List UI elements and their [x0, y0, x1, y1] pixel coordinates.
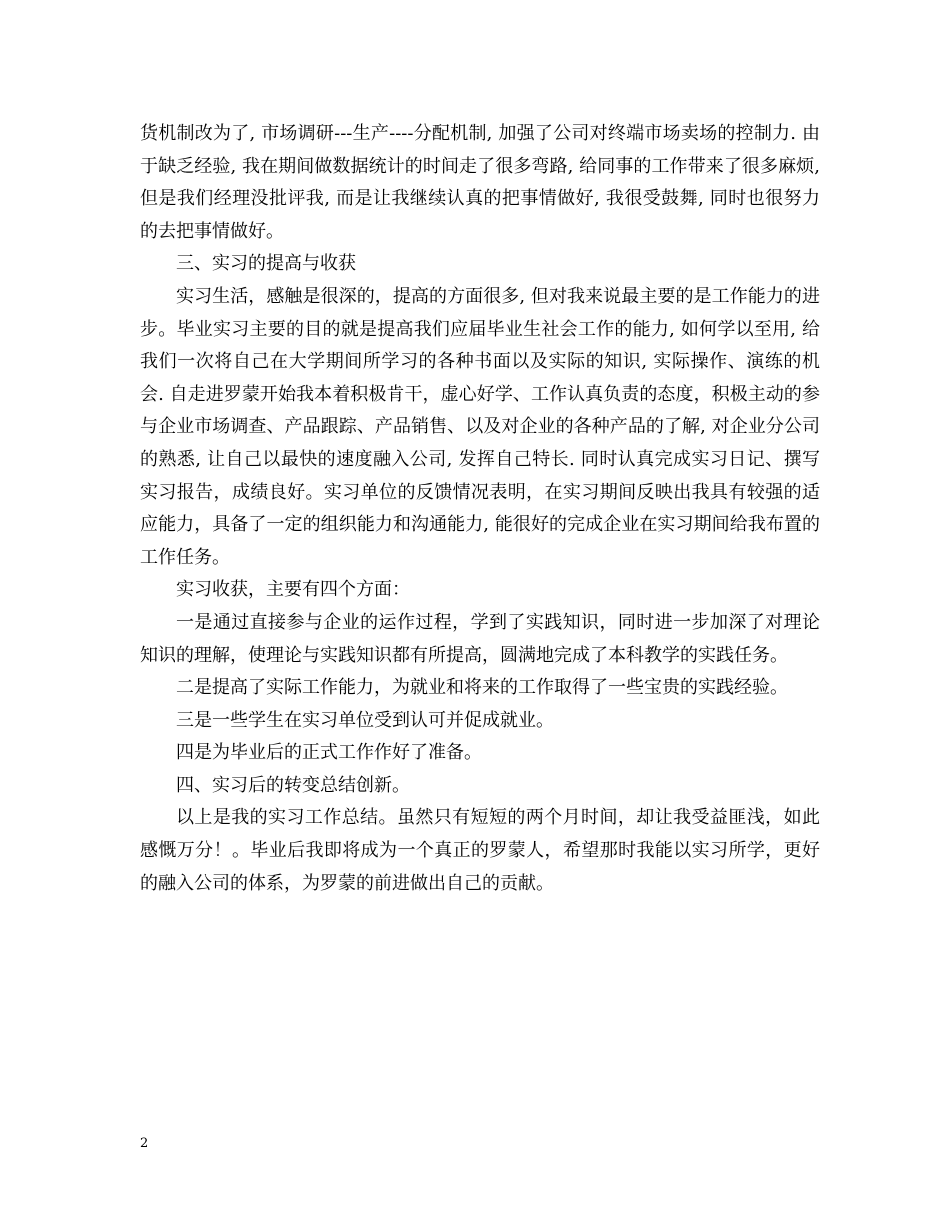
- paragraph-conclusion: 以上是我的实习工作总结。虽然只有短短的两个月时间，却让我受益匪浅，如此感慨万分！。毕业后我即将成为一个真正的罗蒙人，希望那时我能以实习所学，更好的融入公司的体系，为罗蒙的前进做出自己的贡献。: [140, 807, 820, 894]
- document-body: [140, 118, 820, 900]
- section-heading-summary: 四、实习后的转变总结创新。: [176, 774, 410, 796]
- paragraph-gain-four: 四是为毕业后的正式工作作好了准备。: [176, 742, 482, 764]
- paragraph-continuation: 货机制改为了, 市场调研---生产----分配机制, 加强了公司对终端市场卖场的控制力. 由于缺乏经验, 我在期间做数据统计的时间走了很多弯路, 给同事的工作带来了很多麻烦, 但是我们经理没批评我, 而是让我继续认真的把事情做好, 我很受鼓舞, 同时也很努力的去把事情做好。: [140, 123, 820, 242]
- page-number: 2: [140, 1136, 149, 1151]
- paragraph-internship-life: 实习生活，感触是很深的，提高的方面很多, 但对我来说最主要的是工作能力的进步。毕业实习主要的目的就是提高我们应届毕业生社会工作的能力, 如何学以至用, 给我们一次将自己在大学期间所学习的各种书面以及实际的知识, 实际操作、演练的机会. 自走进罗蒙开始我本着积极肯干，虚心好学、工作认真负责的态度，积极主动的参与企业市场调查、产品跟踪、产品销售、以及对企业的各种产品的了解, 对企业分公司的熟悉, 让自己以最快的速度融入公司, 发挥自己特长. 同时认真完成实习日记、撰写实习报告，成绩良好。实习单位的反馈情况表明，在实习期间反映出我具有较强的适应能力，具备了一定的组织能力和沟通能力, 能很好的完成企业在实习期间给我布置的工作任务。: [140, 285, 820, 568]
- paragraph-gain-three: 三是一些学生在实习单位受到认可并促成就业。: [176, 709, 554, 731]
- paragraph-gain-two: 二是提高了实际工作能力，为就业和将来的工作取得了一些宝贵的实践经验。: [176, 677, 788, 699]
- paragraph-gains-intro: 实习收获，主要有四个方面：: [176, 579, 410, 601]
- paragraph-gain-one: 一是通过直接参与企业的运作过程，学到了实践知识，同时进一步加深了对理论知识的理解，使理论与实践知识都有所提高，圆满地完成了本科教学的实践任务。: [140, 611, 820, 666]
- section-heading-improvement: 三、实习的提高与收获: [176, 253, 356, 275]
